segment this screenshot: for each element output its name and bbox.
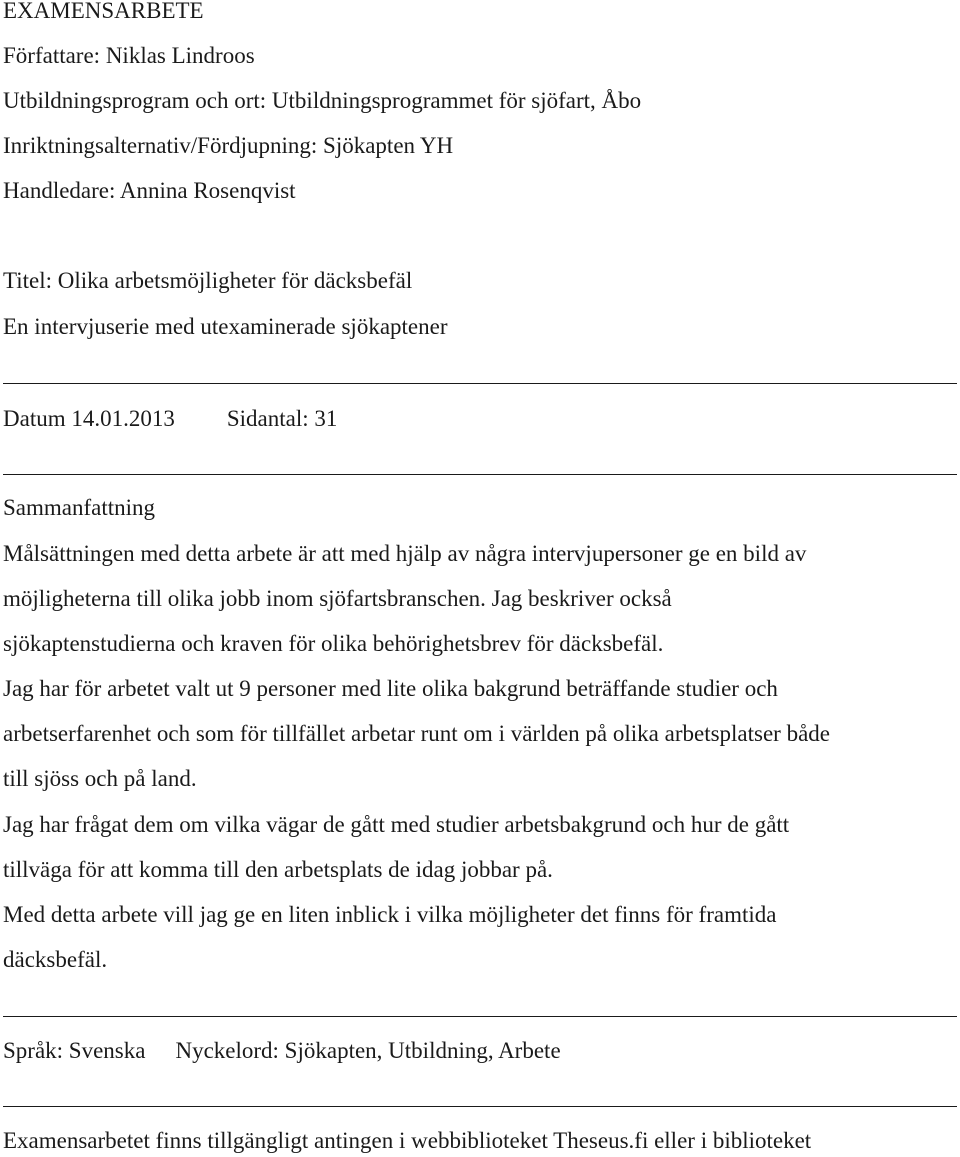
language: Språk: Svenska — [3, 1038, 146, 1063]
summary-heading: Sammanfattning — [3, 495, 156, 520]
summary-line: tillväga för att komma till den arbetsplats de idag jobbar på. — [3, 857, 553, 882]
supervisor: Handledare: Annina Rosenqvist — [3, 178, 296, 203]
divider-4 — [3, 1106, 957, 1107]
meta-row — [3, 404, 337, 434]
study-program: Utbildningsprogram och ort: Utbildningsprogrammet för sjöfart, Åbo — [3, 88, 642, 113]
availability-note: Examensarbetet finns tillgängligt antingen i webbiblioteket Theseus.fi eller i biblioteket — [3, 1128, 812, 1153]
summary-line: Med detta arbete vill jag ge en liten inblick i vilka möjligheter det finns för framtida — [3, 902, 777, 927]
summary-line: möjligheterna till olika jobb inom sjöfartsbranschen. Jag beskriver också — [3, 586, 672, 611]
summary-line: däcksbefäl. — [3, 947, 108, 972]
keywords: Nyckelord: Sjökapten, Utbildning, Arbete — [175, 1038, 561, 1063]
author: Författare: Niklas Lindroos — [3, 43, 255, 68]
divider-3 — [3, 1016, 957, 1017]
language-keywords-row — [3, 1036, 561, 1066]
summary-line: Jag har för arbetet valt ut 9 personer med lite olika bakgrund beträffande studier och — [3, 676, 778, 701]
divider-1 — [3, 383, 957, 384]
summary-line: sjökaptenstudierna och kraven för olika behörighetsbrev för däcksbefäl. — [3, 631, 664, 656]
thesis-title: Titel: Olika arbetsmöjligheter för däcksbefäl — [3, 268, 413, 293]
summary-line: till sjöss och på land. — [3, 766, 197, 791]
summary-line: Jag har frågat dem om vilka vägar de gått med studier arbetsbakgrund och hur de gått — [3, 812, 790, 837]
divider-2 — [3, 474, 957, 475]
specialization: Inriktningsalternativ/Fördjupning: Sjökapten YH — [3, 133, 454, 158]
page-count: Sidantal: 31 — [226, 406, 338, 431]
document-type: EXAMENSARBETE — [3, 0, 204, 23]
summary-line: arbetserfarenhet och som för tillfället arbetar runt om i världen på olika arbetsplatser både — [3, 721, 831, 746]
date: Datum 14.01.2013 — [3, 406, 175, 431]
thesis-subtitle: En intervjuserie med utexaminerade sjökaptener — [3, 314, 448, 339]
summary-line: Målsättningen med detta arbete är att med hjälp av några intervjupersoner ge en bild av — [3, 541, 807, 566]
